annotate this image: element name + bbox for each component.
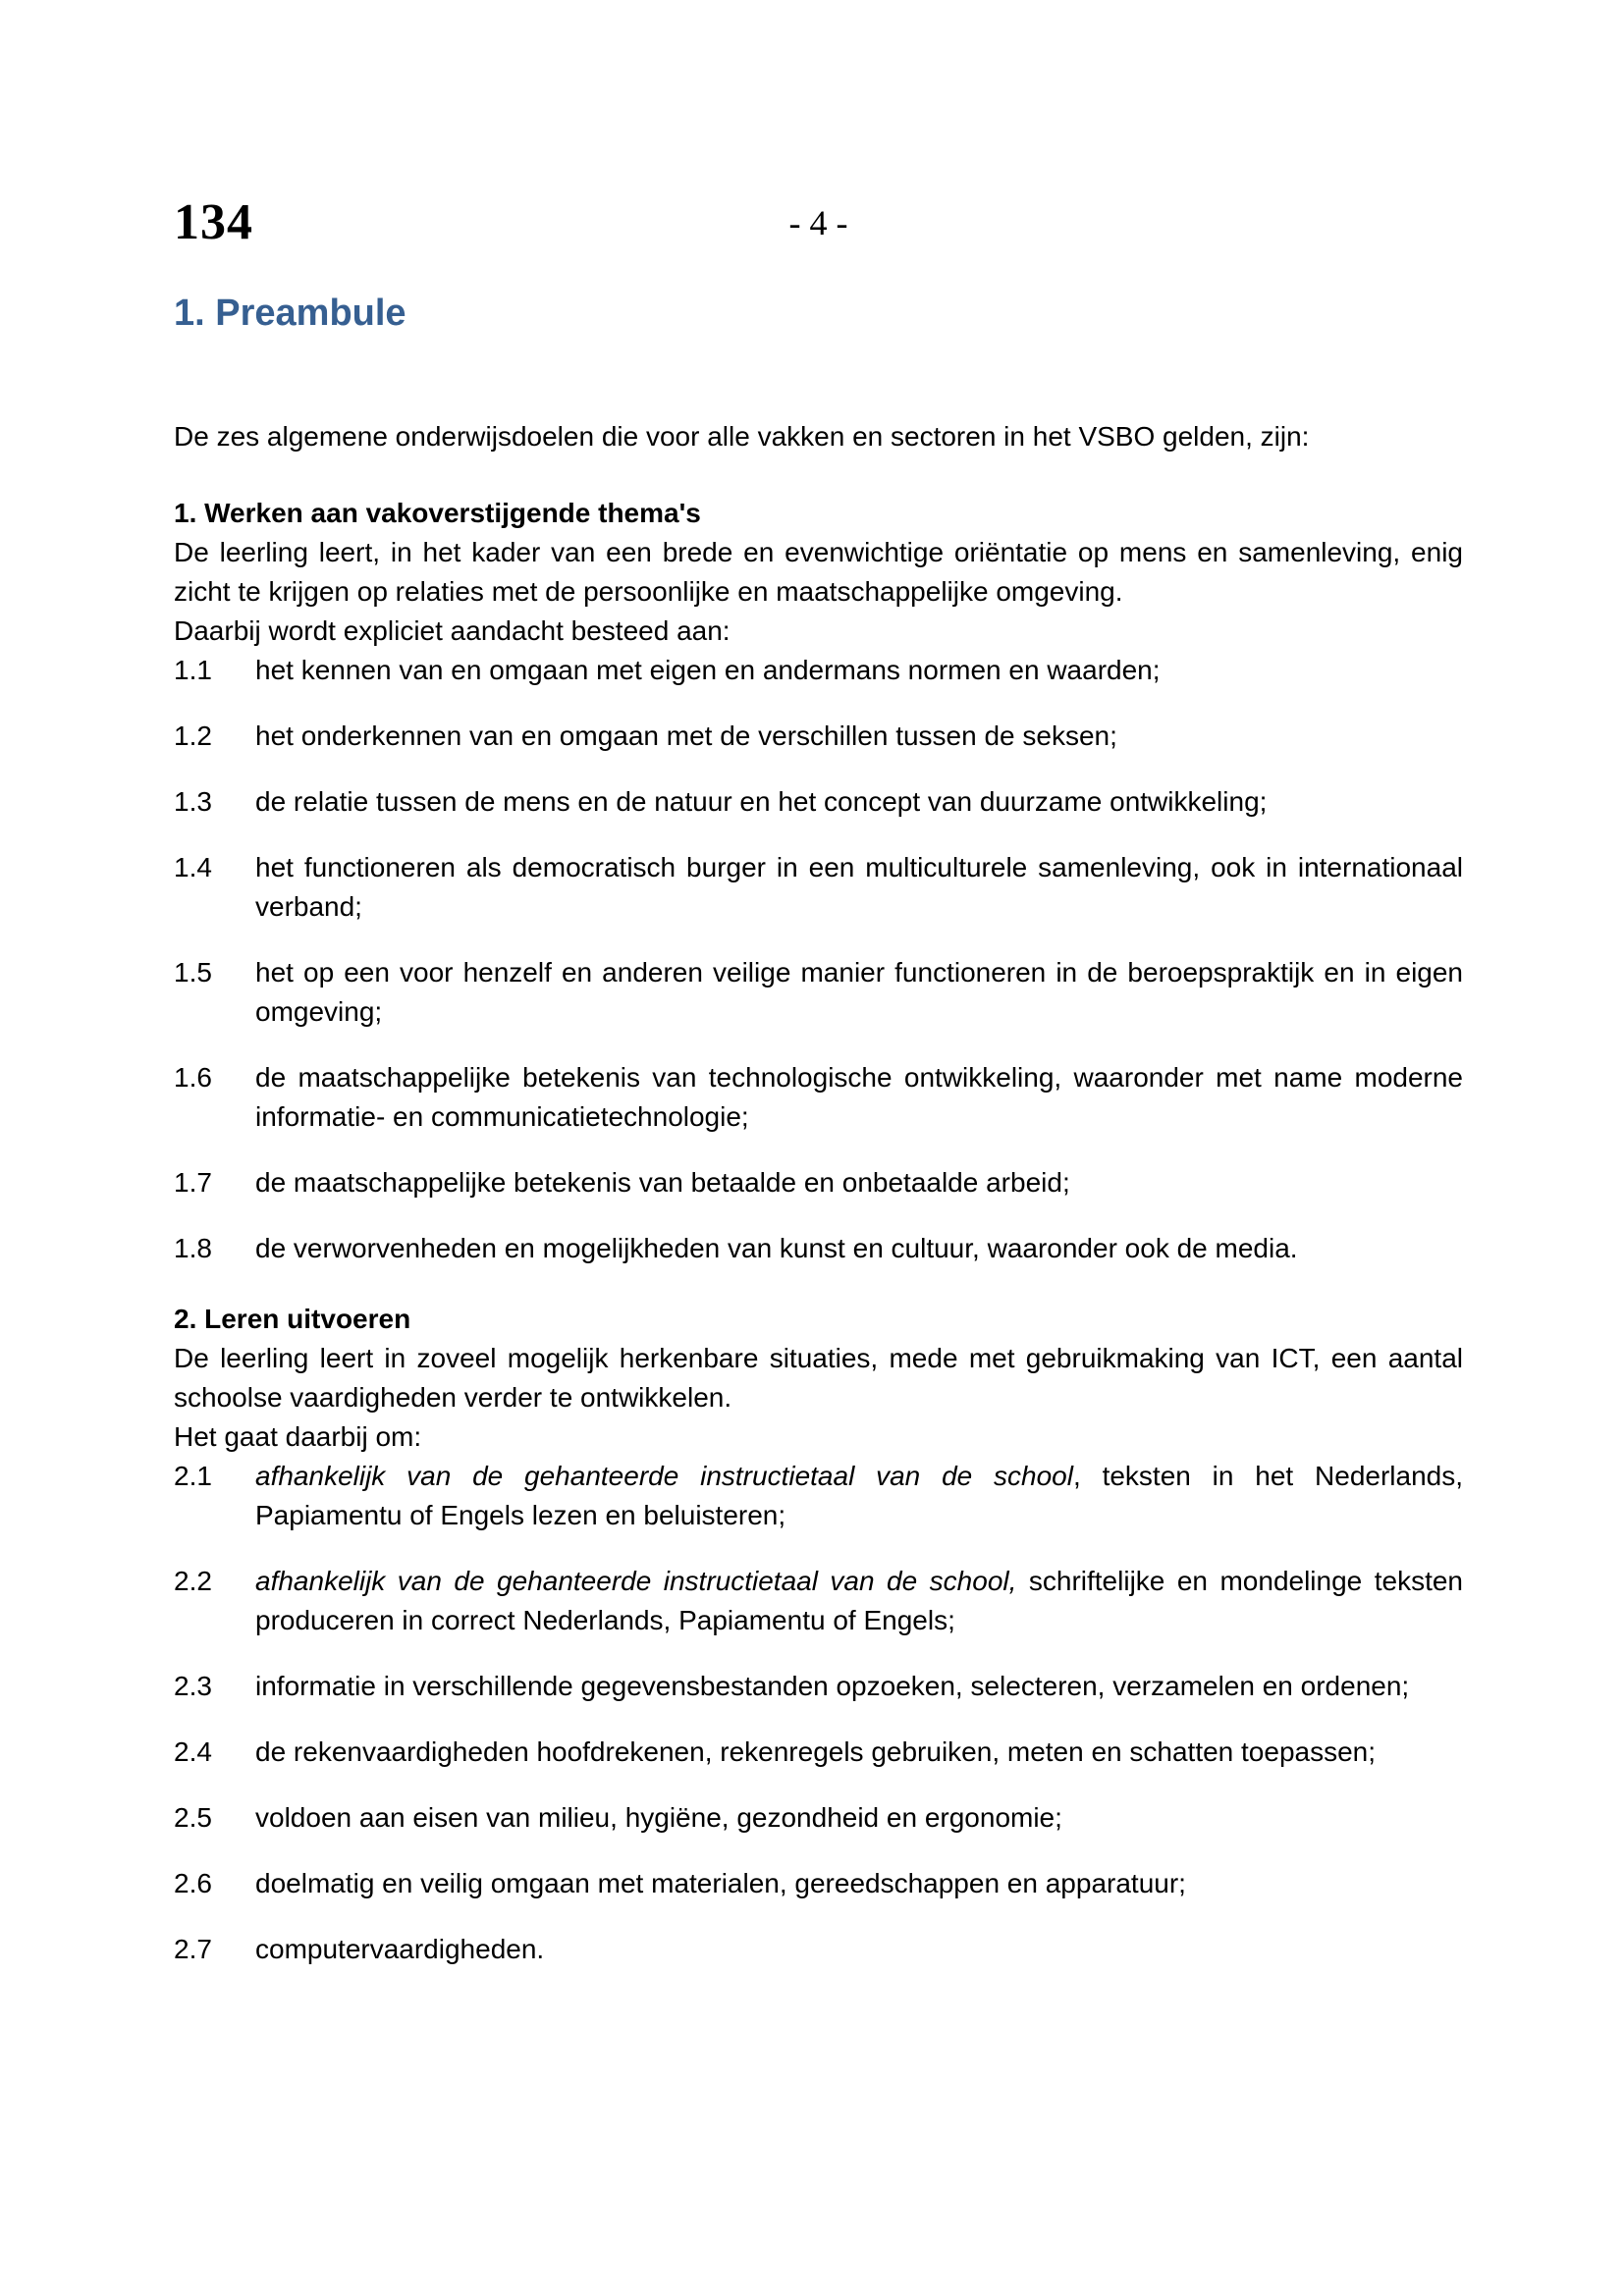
section-title: 1. Werken aan vakoverstijgende thema's — [174, 498, 701, 528]
item-number: 1.2 — [174, 721, 212, 751]
item-number: 2.1 — [174, 1461, 212, 1491]
item-number: 2.2 — [174, 1566, 212, 1596]
page-header — [174, 194, 1463, 250]
item-rest-text: computervaardigheden. — [255, 1934, 545, 1964]
item-rest-text: het op een voor henzelf en anderen veilige manier functioneren in de beroepspraktijk en in eigen omgeving; — [255, 957, 1463, 1027]
list-item — [174, 1930, 1463, 1969]
page-number: - 4 - — [788, 203, 848, 242]
item-rest-text: de rekenvaardigheden hoofdrekenen, rekenregels gebruiken, meten en schatten toepassen; — [255, 1736, 1377, 1767]
page-title: 1. Preambule — [174, 293, 406, 334]
folio-number: 134 — [174, 194, 253, 250]
item-rest-text: het functioneren als democratisch burger in een multiculturele samenleving, ook in internationaal verband; — [255, 852, 1463, 922]
item-rest-text: het kennen van en omgaan met eigen en andermans normen en waarden; — [255, 655, 1161, 685]
item-text — [255, 1229, 1463, 1268]
list-item — [174, 1058, 1463, 1137]
item-text — [255, 848, 1463, 927]
item-text — [255, 953, 1463, 1032]
list-item — [174, 953, 1463, 1032]
list-item — [174, 848, 1463, 927]
list-item — [174, 1667, 1463, 1706]
section-leren-uitvoeren — [174, 1300, 1463, 1969]
item-number: 2.5 — [174, 1802, 212, 1833]
item-text — [255, 1733, 1463, 1772]
section-lead-in: Het gaat daarbij om: — [174, 1421, 422, 1452]
item-number: 2.6 — [174, 1868, 212, 1898]
item-rest-text: de relatie tussen de mens en de natuur en het concept van duurzame ontwikkeling; — [255, 786, 1268, 817]
goal-list-2 — [174, 1457, 1463, 1969]
list-item — [174, 1562, 1463, 1640]
list-item — [174, 1163, 1463, 1202]
item-rest-text: het onderkennen van en omgaan met de verschillen tussen de seksen; — [255, 721, 1117, 751]
item-text — [255, 1798, 1463, 1838]
list-item — [174, 651, 1463, 690]
list-item — [174, 1457, 1463, 1535]
item-text — [255, 1864, 1463, 1903]
section-werken-aan-themas — [174, 494, 1463, 1268]
section-title: 2. Leren uitvoeren — [174, 1304, 411, 1334]
item-number: 1.4 — [174, 852, 212, 882]
section-paragraph: De leerling leert in zoveel mogelijk herkenbare situaties, mede met gebruikmaking van ICT, een aantal schoolse vaardigheden verder te ontwikkelen. — [174, 1343, 1463, 1413]
item-rest-text: de verworvenheden en mogelijkheden van kunst en cultuur, waaronder ook de media. — [255, 1233, 1298, 1263]
item-text — [255, 1930, 1463, 1969]
item-rest-text: voldoen aan eisen van milieu, hygiëne, gezondheid en ergonomie; — [255, 1802, 1062, 1833]
item-rest-text: schriftelijke en mondelinge teksten produceren in correct Nederlands, Papiamentu of Engels; — [255, 1566, 1463, 1635]
item-number: 1.8 — [174, 1233, 212, 1263]
item-text — [255, 1667, 1463, 1706]
item-rest-text: de maatschappelijke betekenis van betaalde en onbetaalde arbeid; — [255, 1167, 1070, 1198]
section-lead-in: Daarbij wordt expliciet aandacht besteed aan: — [174, 615, 731, 646]
list-item — [174, 717, 1463, 756]
item-text — [255, 1163, 1463, 1202]
goal-list-1 — [174, 651, 1463, 1268]
item-rest-text: , teksten in het Nederlands, Papiamentu of Engels lezen en beluisteren; — [255, 1461, 1463, 1530]
item-text — [255, 1562, 1463, 1640]
list-item — [174, 782, 1463, 822]
item-rest-text: doelmatig en veilig omgaan met materialen, gereedschappen en apparatuur; — [255, 1868, 1186, 1898]
item-text — [255, 717, 1463, 756]
item-text — [255, 782, 1463, 822]
list-item — [174, 1798, 1463, 1838]
item-text — [255, 1457, 1463, 1535]
list-item — [174, 1733, 1463, 1772]
item-text — [255, 651, 1463, 690]
item-number: 2.3 — [174, 1671, 212, 1701]
item-number: 2.7 — [174, 1934, 212, 1964]
item-number: 1.3 — [174, 786, 212, 817]
item-text — [255, 1058, 1463, 1137]
item-number: 2.4 — [174, 1736, 212, 1767]
intro-paragraph: De zes algemene onderwijsdoelen die voor alle vakken en sectoren in het VSBO gelden, zijn: — [174, 421, 1310, 452]
item-number: 1.7 — [174, 1167, 212, 1198]
item-number: 1.6 — [174, 1062, 212, 1093]
section-paragraph: De leerling leert, in het kader van een brede en evenwichtige oriëntatie op mens en samenleving, enig zicht te krijgen op relaties met de persoonlijke en maatschappelijke omgeving. — [174, 537, 1463, 607]
item-rest-text: de maatschappelijke betekenis van technologische ontwikkeling, waaronder met name moderne informatie- en communicatietechnologie; — [255, 1062, 1463, 1132]
list-item — [174, 1229, 1463, 1268]
item-number: 1.5 — [174, 957, 212, 988]
item-italic-text: afhankelijk van de gehanteerde instructietaal van de school — [255, 1461, 1073, 1491]
item-number: 1.1 — [174, 655, 212, 685]
list-item — [174, 1864, 1463, 1903]
item-italic-text: afhankelijk van de gehanteerde instructietaal van de school, — [255, 1566, 1017, 1596]
item-rest-text: informatie in verschillende gegevensbestanden opzoeken, selecteren, verzamelen en ordenen; — [255, 1671, 1410, 1701]
